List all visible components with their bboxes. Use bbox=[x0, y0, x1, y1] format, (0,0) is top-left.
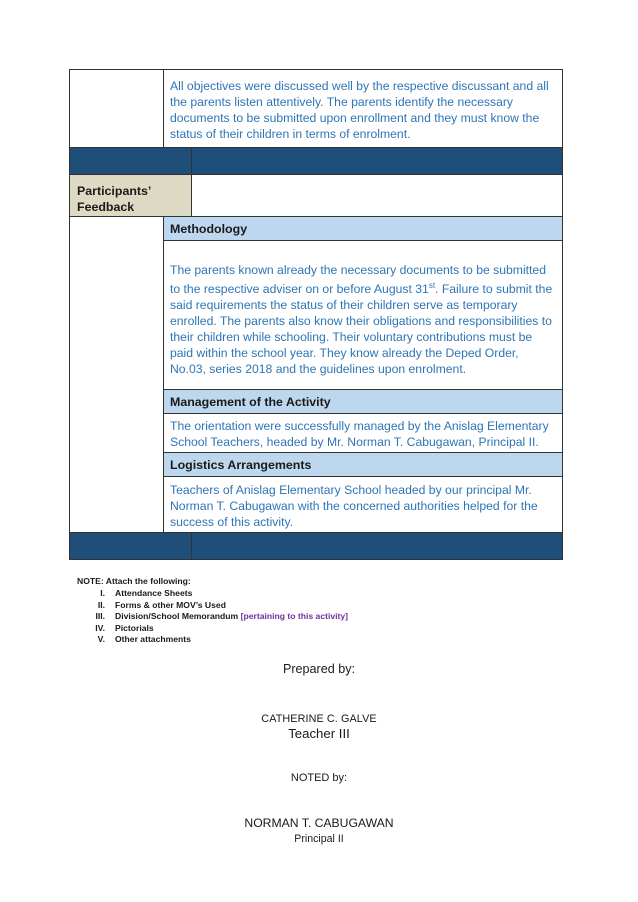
note-item-num: II. bbox=[97, 599, 105, 610]
bottom-band-right bbox=[191, 532, 563, 560]
logistics-text: Teachers of Anislag Elementary School headed by our principal Mr. Norman T. Cabugawan with the concerned authorities helped for the success of this activity. bbox=[170, 483, 538, 529]
bottom-band-left bbox=[69, 532, 192, 560]
navy-band-left bbox=[69, 147, 192, 175]
management-header-cell bbox=[163, 389, 563, 414]
methodology-sup: st bbox=[428, 281, 436, 290]
note-item bbox=[77, 600, 497, 612]
methodology-header-cell bbox=[163, 216, 563, 241]
management-text: The orientation were successfully managed by the Anislag Elementary School Teachers, headed by Mr. Norman T. Cabugawan, Principal II. bbox=[170, 419, 549, 449]
noter-name: NORMAN T. CABUGAWAN bbox=[244, 816, 394, 830]
note-title: NOTE: Attach the following: bbox=[77, 576, 191, 586]
note-item-text: Other attachments bbox=[115, 634, 191, 645]
logistics-header-cell bbox=[163, 452, 563, 477]
note-item bbox=[77, 623, 497, 635]
noter-title: Principal II bbox=[294, 833, 344, 845]
note-item bbox=[77, 634, 497, 646]
preparer-name: CATHERINE C. GALVE bbox=[261, 713, 377, 725]
methodology-text bbox=[170, 262, 556, 377]
methodology-text-before: The parents known already the necessary documents to be submitted to the respective adviser on or before August 31 bbox=[170, 263, 546, 297]
note-item-num: V. bbox=[97, 634, 105, 645]
sections-label-cell bbox=[69, 216, 164, 533]
methodology-text-after: . Failure to submit the said requirements the status of their children serve as temporary enrolled. The parents also know their obligations and responsibilities to their children while schooling. Their voluntary contributions must be paid within the school year. They know already the Deped Order, No.03, series 2018 and the guidelines upon enrolment. bbox=[170, 282, 553, 377]
preparer-title: Teacher III bbox=[288, 726, 350, 741]
objectives-text: All objectives were discussed well by the respective discussant and all the parents listen attentively. The parents identify the necessary documents to be submitted upon enrollment and they must know the status of their children in terms of enrolment. bbox=[170, 79, 549, 141]
note-item-extra: [pertaining to this activity] bbox=[240, 611, 349, 622]
objectives-label-cell bbox=[69, 69, 164, 148]
note-item-text: Division/School Memorandum bbox=[115, 611, 241, 622]
management-header: Management of the Activity bbox=[170, 395, 331, 409]
note-item bbox=[77, 611, 497, 623]
management-text-cell bbox=[163, 413, 563, 453]
methodology-text-cell bbox=[163, 240, 563, 390]
noted-label: NOTED by: bbox=[290, 772, 348, 784]
note-item-num: IV. bbox=[95, 622, 105, 633]
note-item-num: I. bbox=[100, 588, 105, 598]
objectives-text-cell bbox=[163, 69, 563, 148]
note-item-text: Pictorials bbox=[115, 622, 154, 633]
prepared-label: Prepared by: bbox=[282, 662, 356, 676]
note-item bbox=[77, 588, 497, 600]
note-item-text: Forms & other MOV’s Used bbox=[115, 599, 226, 610]
logistics-header: Logistics Arrangements bbox=[170, 458, 312, 472]
participants-value-cell bbox=[191, 174, 563, 217]
participants-label: Participants’ Feedback bbox=[77, 184, 151, 214]
note-item-num: III. bbox=[95, 611, 105, 622]
note-item-text: Attendance Sheets bbox=[115, 588, 193, 598]
navy-band-right bbox=[191, 147, 563, 175]
note-list bbox=[77, 588, 497, 646]
report-table bbox=[69, 69, 563, 560]
methodology-header: Methodology bbox=[170, 222, 248, 236]
note-item-content bbox=[115, 611, 348, 621]
logistics-text-cell bbox=[163, 476, 563, 533]
participants-label-cell bbox=[69, 174, 192, 217]
